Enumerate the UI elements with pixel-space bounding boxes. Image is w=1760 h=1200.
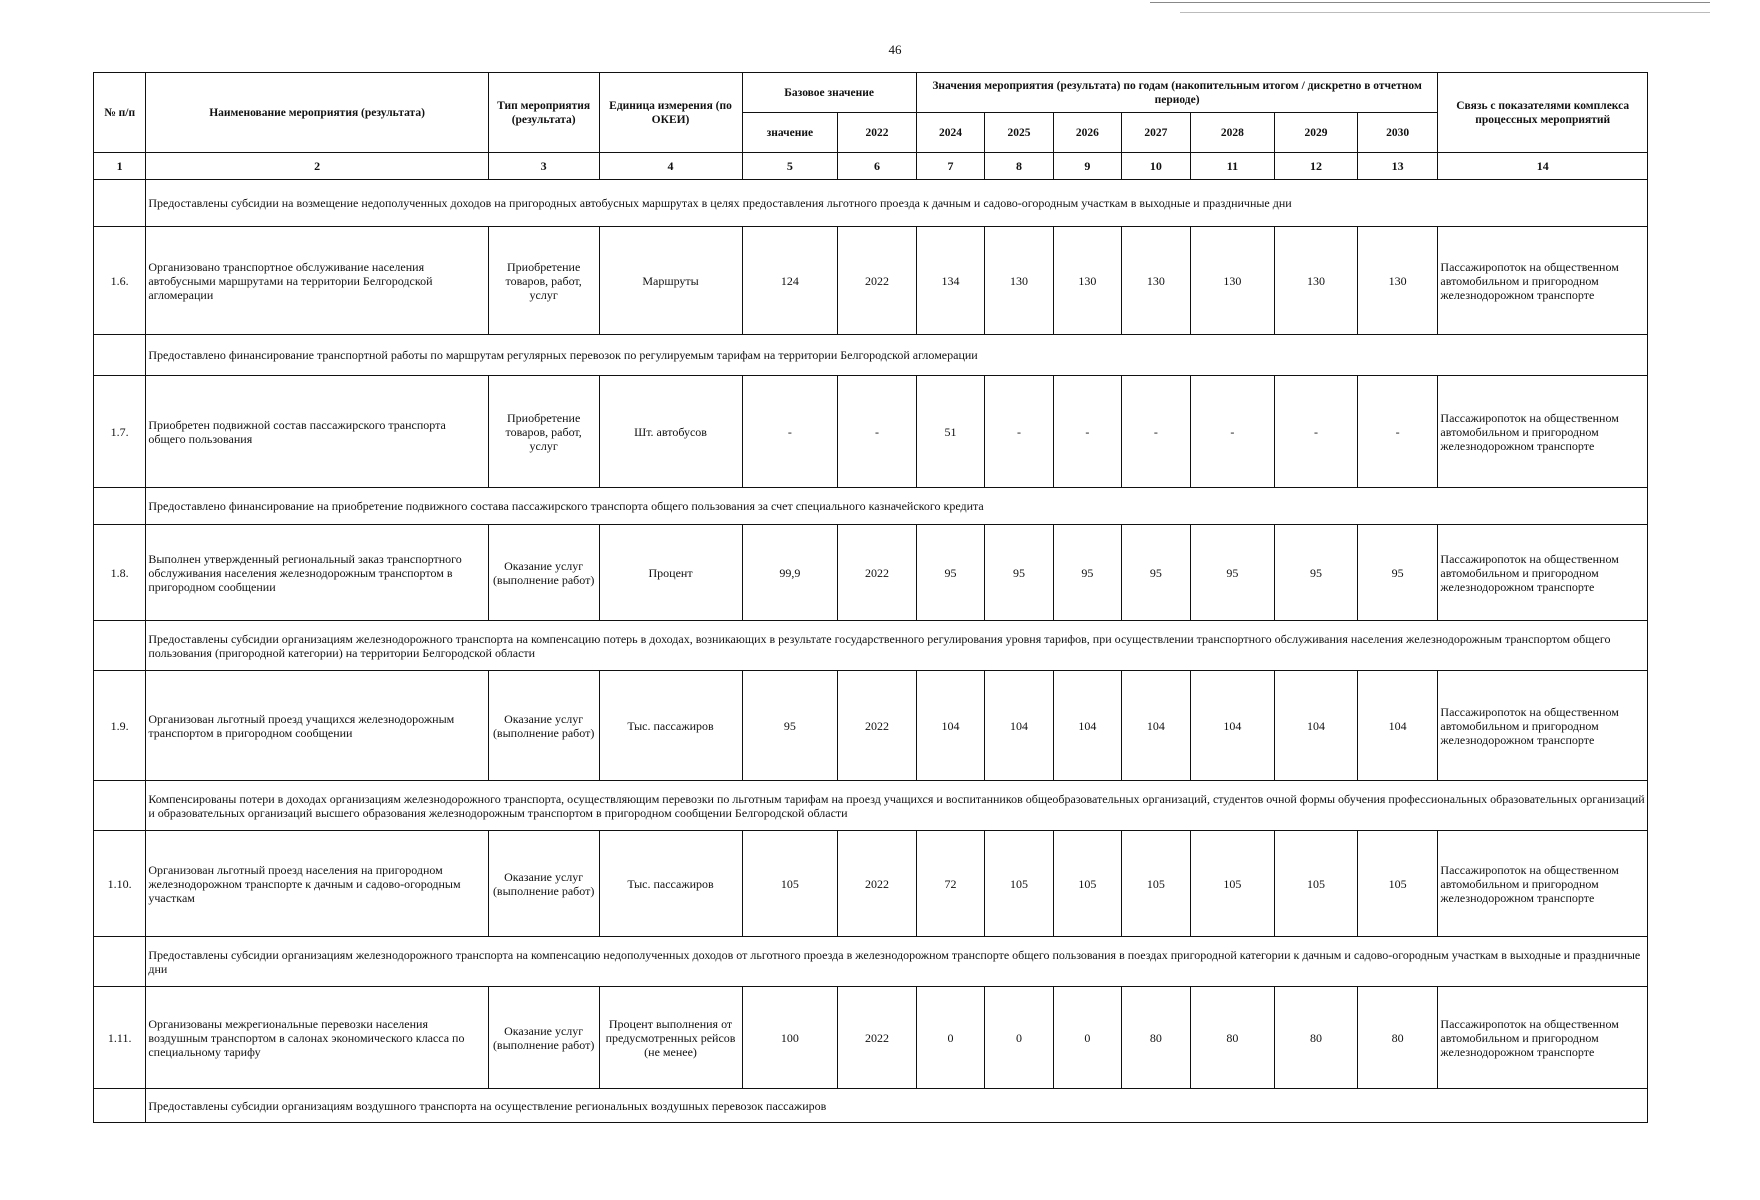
column-number: 11 bbox=[1190, 153, 1275, 180]
indicator-link: Пассажиропоток на общественном автомобильном и пригородном железнодорожном транспорте bbox=[1438, 831, 1648, 937]
year-value: 80 bbox=[1190, 987, 1275, 1089]
description-spacer bbox=[94, 937, 146, 987]
header-unit: Единица измерения (по ОКЕИ) bbox=[599, 73, 742, 153]
measure-type: Оказание услуг (выполнение работ) bbox=[488, 987, 599, 1089]
year-value: 95 bbox=[1053, 525, 1121, 621]
year-value: 130 bbox=[1357, 227, 1438, 335]
description-text: Предоставлены субсидии организациям воздушного транспорта на осуществление региональных воздушных перевозок пассажиров bbox=[146, 1089, 1648, 1123]
year-value: 51 bbox=[916, 376, 984, 488]
table-row bbox=[94, 227, 1648, 335]
description-row bbox=[94, 937, 1648, 987]
row-number: 1.6. bbox=[94, 227, 146, 335]
base-year: 2022 bbox=[838, 671, 917, 781]
base-value: 100 bbox=[742, 987, 838, 1089]
header-base-year: 2022 bbox=[838, 113, 917, 153]
year-value: 95 bbox=[916, 525, 984, 621]
measure-unit: Тыс. пассажиров bbox=[599, 831, 742, 937]
measure-name: Организован льготный проезд населения на пригородном железнодорожном транспорте к дачным и садово-огородным участкам bbox=[146, 831, 488, 937]
measure-type: Приобретение товаров, работ, услуг bbox=[488, 227, 599, 335]
column-number: 3 bbox=[488, 153, 599, 180]
base-year: 2022 bbox=[838, 831, 917, 937]
year-value: 105 bbox=[1053, 831, 1121, 937]
column-number: 14 bbox=[1438, 153, 1648, 180]
row-number: 1.8. bbox=[94, 525, 146, 621]
description-text: Предоставлены субсидии организациям железнодорожного транспорта на компенсацию потерь в доходах, возникающих в результате государственного регулирования уровня тарифов, при осуществлении транспортного обслуживания населения железнодорожным транспортом общего пользования (пригородной категории) на территории Белгородской области bbox=[146, 621, 1648, 671]
year-value: 130 bbox=[1190, 227, 1275, 335]
table-row bbox=[94, 525, 1648, 621]
year-value: 105 bbox=[1122, 831, 1190, 937]
year-value: 104 bbox=[1275, 671, 1358, 781]
header-years-group: Значения мероприятия (результата) по годам (накопительным итогом / дискретно в отчетном периоде) bbox=[916, 73, 1438, 113]
indicator-link: Пассажиропоток на общественном автомобильном и пригородном железнодорожном транспорте bbox=[1438, 671, 1648, 781]
header-year: 2027 bbox=[1122, 113, 1190, 153]
year-value: 130 bbox=[1275, 227, 1358, 335]
description-row bbox=[94, 180, 1648, 227]
results-table bbox=[93, 72, 1648, 1123]
measure-type: Оказание услуг (выполнение работ) bbox=[488, 671, 599, 781]
scan-artifact-line bbox=[1180, 12, 1710, 13]
year-value: 130 bbox=[1053, 227, 1121, 335]
header-year: 2025 bbox=[985, 113, 1053, 153]
measure-unit: Процент выполнения от предусмотренных рейсов (не менее) bbox=[599, 987, 742, 1089]
year-value: 130 bbox=[1122, 227, 1190, 335]
description-spacer bbox=[94, 781, 146, 831]
measure-type: Оказание услуг (выполнение работ) bbox=[488, 831, 599, 937]
measure-unit: Маршруты bbox=[599, 227, 742, 335]
table-row bbox=[94, 987, 1648, 1089]
row-number: 1.7. bbox=[94, 376, 146, 488]
table-row bbox=[94, 376, 1648, 488]
measure-name: Организован льготный проезд учащихся железнодорожным транспортом в пригородном сообщении bbox=[146, 671, 488, 781]
base-value: 99,9 bbox=[742, 525, 838, 621]
base-value: 124 bbox=[742, 227, 838, 335]
base-year: 2022 bbox=[838, 525, 917, 621]
description-row bbox=[94, 488, 1648, 525]
header-year: 2026 bbox=[1053, 113, 1121, 153]
base-year: 2022 bbox=[838, 987, 917, 1089]
indicator-link: Пассажиропоток на общественном автомобильном и пригородном железнодорожном транспорте bbox=[1438, 227, 1648, 335]
indicator-link: Пассажиропоток на общественном автомобильном и пригородном железнодорожном транспорте bbox=[1438, 987, 1648, 1089]
column-number: 2 bbox=[146, 153, 488, 180]
year-value: 95 bbox=[985, 525, 1053, 621]
description-row bbox=[94, 335, 1648, 376]
description-spacer bbox=[94, 335, 146, 376]
base-value: 95 bbox=[742, 671, 838, 781]
header-link: Связь с показателями комплекса процессных мероприятий bbox=[1438, 73, 1648, 153]
year-value: 105 bbox=[985, 831, 1053, 937]
year-value: 105 bbox=[1275, 831, 1358, 937]
description-row bbox=[94, 621, 1648, 671]
year-value: 80 bbox=[1357, 987, 1438, 1089]
column-number: 6 bbox=[838, 153, 917, 180]
column-number: 7 bbox=[916, 153, 984, 180]
year-value: - bbox=[1190, 376, 1275, 488]
measure-type: Оказание услуг (выполнение работ) bbox=[488, 525, 599, 621]
column-number: 5 bbox=[742, 153, 838, 180]
year-value: 104 bbox=[1053, 671, 1121, 781]
column-number: 10 bbox=[1122, 153, 1190, 180]
measure-name: Выполнен утвержденный региональный заказ транспортного обслуживания населения железнодорожным транспортом в пригородном сообщении bbox=[146, 525, 488, 621]
row-number: 1.9. bbox=[94, 671, 146, 781]
year-value: 95 bbox=[1190, 525, 1275, 621]
base-value: 105 bbox=[742, 831, 838, 937]
year-value: 130 bbox=[985, 227, 1053, 335]
column-number: 13 bbox=[1357, 153, 1438, 180]
year-value: 95 bbox=[1275, 525, 1358, 621]
year-value: - bbox=[985, 376, 1053, 488]
header-no: № п/п bbox=[94, 73, 146, 153]
header-base-value: значение bbox=[742, 113, 838, 153]
column-number: 12 bbox=[1275, 153, 1358, 180]
year-value: 105 bbox=[1190, 831, 1275, 937]
header-name: Наименование мероприятия (результата) bbox=[146, 73, 488, 153]
description-spacer bbox=[94, 1089, 146, 1123]
measure-type: Приобретение товаров, работ, услуг bbox=[488, 376, 599, 488]
row-number: 1.11. bbox=[94, 987, 146, 1089]
year-value: 104 bbox=[985, 671, 1053, 781]
description-spacer bbox=[94, 180, 146, 227]
measure-unit: Тыс. пассажиров bbox=[599, 671, 742, 781]
description-text: Компенсированы потери в доходах организациям железнодорожного транспорта, осуществляющим перевозки по льготным тарифам на проезд учащихся и воспитанников общеобразовательных организаций, студентов очной формы обучения профессиональных образовательных организаций и образовательных организаций высшего образования железнодорожным транспортом в пригородном сообщении Белгородской области bbox=[146, 781, 1648, 831]
base-year: - bbox=[838, 376, 917, 488]
year-value: - bbox=[1122, 376, 1190, 488]
description-text: Предоставлено финансирование транспортной работы по маршрутам регулярных перевозок по регулируемым тарифам на территории Белгородской агломерации bbox=[146, 335, 1648, 376]
description-row bbox=[94, 1089, 1648, 1123]
year-value: 104 bbox=[1357, 671, 1438, 781]
header-base: Базовое значение bbox=[742, 73, 916, 113]
year-value: 80 bbox=[1275, 987, 1358, 1089]
measure-name: Организовано транспортное обслуживание населения автобусными маршрутами на территории Белгородской агломерации bbox=[146, 227, 488, 335]
indicator-link: Пассажиропоток на общественном автомобильном и пригородном железнодорожном транспорте bbox=[1438, 376, 1648, 488]
indicator-link: Пассажиропоток на общественном автомобильном и пригородном железнодорожном транспорте bbox=[1438, 525, 1648, 621]
column-number: 9 bbox=[1053, 153, 1121, 180]
header-year: 2030 bbox=[1357, 113, 1438, 153]
scan-artifact-line bbox=[1150, 2, 1710, 3]
measure-name: Организованы межрегиональные перевозки населения воздушным транспортом в салонах экономического класса по специальному тарифу bbox=[146, 987, 488, 1089]
column-number: 8 bbox=[985, 153, 1053, 180]
year-value: 105 bbox=[1357, 831, 1438, 937]
year-value: 72 bbox=[916, 831, 984, 937]
description-text: Предоставлены субсидии на возмещение недополученных доходов на пригородных автобусных маршрутах в целях предоставления льготного проезда к дачным и садово-огородным участкам в выходные и праздничные дни bbox=[146, 180, 1648, 227]
year-value: - bbox=[1357, 376, 1438, 488]
year-value: 104 bbox=[1190, 671, 1275, 781]
year-value: 104 bbox=[1122, 671, 1190, 781]
description-spacer bbox=[94, 488, 146, 525]
row-number: 1.10. bbox=[94, 831, 146, 937]
year-value: - bbox=[1275, 376, 1358, 488]
year-value: 104 bbox=[916, 671, 984, 781]
measure-name: Приобретен подвижной состав пассажирского транспорта общего пользования bbox=[146, 376, 488, 488]
header-type: Тип мероприятия (результата) bbox=[488, 73, 599, 153]
header-year: 2028 bbox=[1190, 113, 1275, 153]
base-value: - bbox=[742, 376, 838, 488]
header-year: 2029 bbox=[1275, 113, 1358, 153]
measure-unit: Процент bbox=[599, 525, 742, 621]
measure-unit: Шт. автобусов bbox=[599, 376, 742, 488]
column-number: 1 bbox=[94, 153, 146, 180]
year-value: 0 bbox=[985, 987, 1053, 1089]
header-year: 2024 bbox=[916, 113, 984, 153]
column-number: 4 bbox=[599, 153, 742, 180]
year-value: 95 bbox=[1357, 525, 1438, 621]
description-text: Предоставлено финансирование на приобретение подвижного состава пассажирского транспорта общего пользования за счет специального казначейского кредита bbox=[146, 488, 1648, 525]
page-number: 46 bbox=[888, 42, 902, 57]
description-row bbox=[94, 781, 1648, 831]
table-row bbox=[94, 671, 1648, 781]
year-value: 0 bbox=[916, 987, 984, 1089]
year-value: 95 bbox=[1122, 525, 1190, 621]
year-value: 80 bbox=[1122, 987, 1190, 1089]
description-text: Предоставлены субсидии организациям железнодорожного транспорта на компенсацию недополученных доходов от льготного проезда в железнодорожном транспорте общего пользования в поездах пригородной категории к дачным и садово-огородным участкам в выходные и праздничные дни bbox=[146, 937, 1648, 987]
year-value: 134 bbox=[916, 227, 984, 335]
year-value: 0 bbox=[1053, 987, 1121, 1089]
base-year: 2022 bbox=[838, 227, 917, 335]
description-spacer bbox=[94, 621, 146, 671]
table-row bbox=[94, 831, 1648, 937]
year-value: - bbox=[1053, 376, 1121, 488]
